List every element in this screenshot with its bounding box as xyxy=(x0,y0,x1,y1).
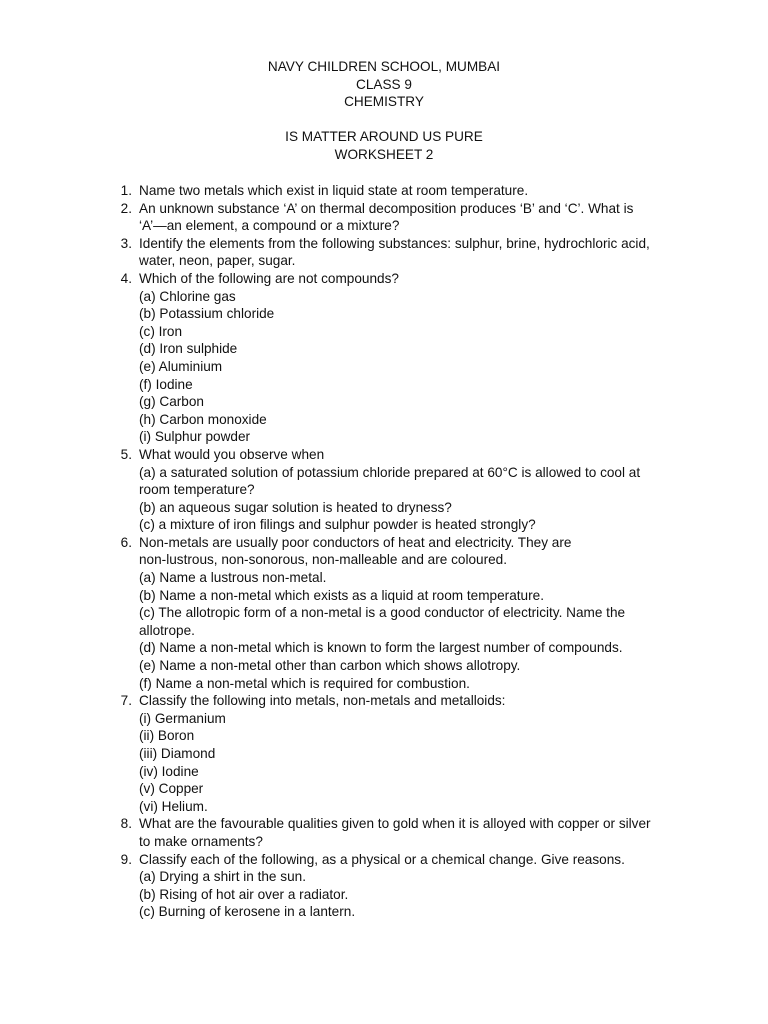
question-item xyxy=(112,851,692,921)
sub-question: (e) Name a non-metal other than carbon which shows allotropy. xyxy=(139,658,521,674)
question-item xyxy=(112,200,692,235)
sub-question: (b) an aqueous sugar solution is heated to dryness? xyxy=(139,499,452,515)
sub-question: (d) Name a non-metal which is known to form the largest number of compounds. xyxy=(139,640,623,656)
sub-question: (a) Name a lustrous non-metal. xyxy=(139,570,327,586)
question-text: Name two metals which exist in liquid state at room temperature. xyxy=(139,183,529,198)
subject-label: CHEMISTRY xyxy=(344,94,424,110)
sub-question: (b) Rising of hot air over a radiator. xyxy=(139,886,349,902)
school-name: NAVY CHILDREN SCHOOL, MUMBAI xyxy=(267,59,501,74)
question-number: 2. xyxy=(120,200,132,216)
sub-question: (v) Copper xyxy=(139,781,204,797)
question-item xyxy=(112,534,692,692)
question-text: What are the favourable qualities given to gold when it is alloyed with copper or silver xyxy=(139,816,651,832)
sub-question: (i) Sulphur powder xyxy=(139,429,251,445)
sub-question: (c) a mixture of iron filings and sulphur powder is heated strongly? xyxy=(139,517,536,533)
question-number: 3. xyxy=(120,235,132,251)
sub-question: (c) Iron xyxy=(139,323,183,339)
question-text: What would you observe when xyxy=(139,446,325,462)
sub-question: (a) a saturated solution of potassium chloride prepared at 60°C is allowed to cool at xyxy=(139,464,641,480)
sub-question: (g) Carbon xyxy=(139,394,204,410)
sub-question: (a) Chlorine gas xyxy=(139,288,236,304)
question-number: 9. xyxy=(120,851,132,867)
question-item xyxy=(112,692,692,815)
question-text: Classify the following into metals, non-metals and metalloids: xyxy=(139,693,506,709)
sub-question: (i) Germanium xyxy=(139,710,226,726)
question-item xyxy=(112,235,692,270)
question-text: Identify the elements from the following substances: sulphur, brine, hydrochloric acid, xyxy=(139,235,650,251)
question-text: water, neon, paper, sugar. xyxy=(139,253,296,269)
question-text: ‘A’—an element, a compound or a mixture? xyxy=(139,218,400,234)
question-text: Classify each of the following, as a physical or a chemical change. Give reasons. xyxy=(139,851,625,867)
sub-question: (f) Iodine xyxy=(139,376,193,392)
sub-question: allotrope. xyxy=(139,622,195,638)
question-number: 6. xyxy=(120,534,132,550)
sub-question: (e) Aluminium xyxy=(139,358,223,374)
sub-question: (d) Iron sulphide xyxy=(139,341,238,357)
question-item xyxy=(112,815,692,850)
question-number: 7. xyxy=(120,693,132,709)
sub-question: (b) Name a non-metal which exists as a liquid at room temperature. xyxy=(139,587,544,603)
sub-question: (f) Name a non-metal which is required for combustion. xyxy=(139,675,470,691)
class-label: CLASS 9 xyxy=(356,76,412,92)
worksheet-title: WORKSHEET 2 xyxy=(334,146,434,162)
question-number: 5. xyxy=(120,446,132,462)
worksheet-header xyxy=(0,58,768,164)
question-text: An unknown substance ‘A’ on thermal decomposition produces ‘B’ and ‘C’. What is xyxy=(139,200,634,216)
question-text: Which of the following are not compounds? xyxy=(139,270,399,286)
question-text: Non-metals are usually poor conductors of heat and electricity. They are xyxy=(139,534,572,550)
question-text: non-lustrous, non-sonorous, non-malleable and are coloured. xyxy=(139,552,508,568)
sub-question: room temperature? xyxy=(139,482,255,498)
sub-question: (b) Potassium chloride xyxy=(139,306,275,322)
sub-question: (a) Drying a shirt in the sun. xyxy=(139,869,306,885)
sub-question: (ii) Boron xyxy=(139,728,195,744)
chapter-title: IS MATTER AROUND US PURE xyxy=(285,129,483,145)
question-item xyxy=(112,270,692,446)
sub-question: (h) Carbon monoxide xyxy=(139,411,267,427)
question-number: 4. xyxy=(120,270,132,286)
sub-question: (vi) Helium. xyxy=(139,798,208,814)
question-item xyxy=(112,446,692,534)
sub-question: (iv) Iodine xyxy=(139,763,199,779)
sub-question: (c) Burning of kerosene in a lantern. xyxy=(139,904,356,920)
sub-question: (c) The allotropic form of a non-metal is a good conductor of electricity. Name the xyxy=(139,605,626,621)
question-text: to make ornaments? xyxy=(139,833,263,849)
sub-question: (iii) Diamond xyxy=(139,746,216,761)
question-item xyxy=(112,182,692,200)
header-spacer xyxy=(0,111,768,129)
question-number: 1. xyxy=(120,183,132,198)
question-list xyxy=(112,182,692,921)
question-number: 8. xyxy=(120,816,132,832)
